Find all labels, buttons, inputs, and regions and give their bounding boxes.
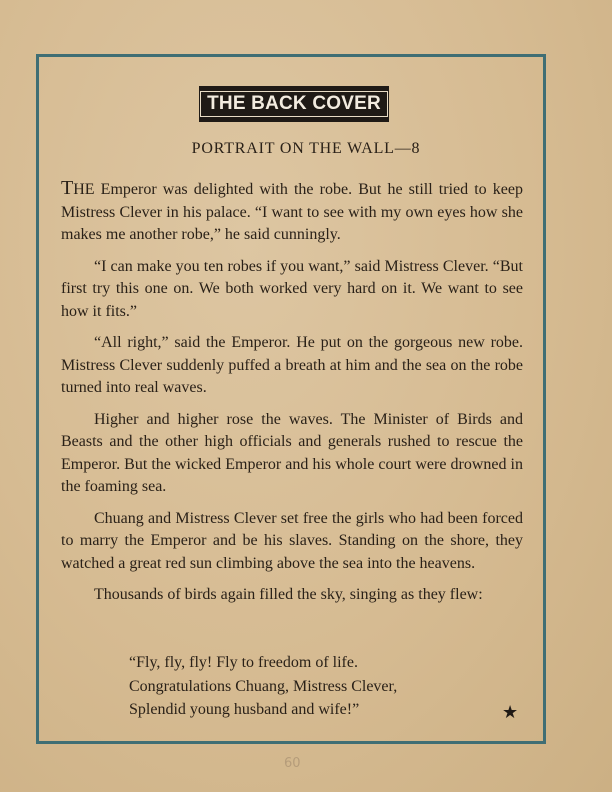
section-header-box (199, 86, 389, 122)
paragraph-2: “I can make you ten robes if you want,” said Mistress Clever. “But first try this one on. We both worked very hard on it. We want to see how it fits.” (61, 257, 523, 320)
story-text (61, 177, 523, 616)
song-verse (129, 651, 397, 722)
page-number: 60 (284, 756, 301, 771)
paragraph-6: Thousands of birds again filled the sky, singing as they flew: (94, 586, 483, 603)
drop-cap-letter: T (61, 177, 74, 199)
verse-line-3: Splendid young husband and wife!” (129, 701, 360, 718)
paragraph-5: Chuang and Mistress Clever set free the girls who had been forced to marry the Emperor and be his slaves. Standing on the shore, they watched a great red sun climbing above the sea into the heavens. (61, 509, 523, 572)
paragraph-1 (61, 177, 523, 247)
verse-line-2: Congratulations Chuang, Mistress Clever, (129, 677, 398, 695)
paragraph-3: “All right,” said the Emperor. He put on the gorgeous new robe. Mistress Clever suddenly puffed a breath at him and the sea on the robe turned into real waves. (61, 334, 523, 396)
paragraph-4: Higher and higher rose the waves. The Minister of Birds and Beasts and the other high officials and generals rushed to rescue the Emperor. But the wicked Emperor and his whole court were drowned in the foaming sea. (61, 410, 523, 495)
story-subtitle: PORTRAIT ON THE WALL—8 (191, 140, 421, 157)
section-header-title: THE BACK COVER (200, 91, 388, 117)
paragraph-1-text: HE Emperor was delighted with the robe. But he still tried to keep Mistress Clever in his palace. “I want to see with my own eyes how she makes me another robe,” he said cunningly. (61, 181, 523, 243)
end-star-icon: ★ (502, 702, 519, 723)
verse-line-1: “Fly, fly, fly! Fly to freedom of life. (129, 654, 358, 671)
